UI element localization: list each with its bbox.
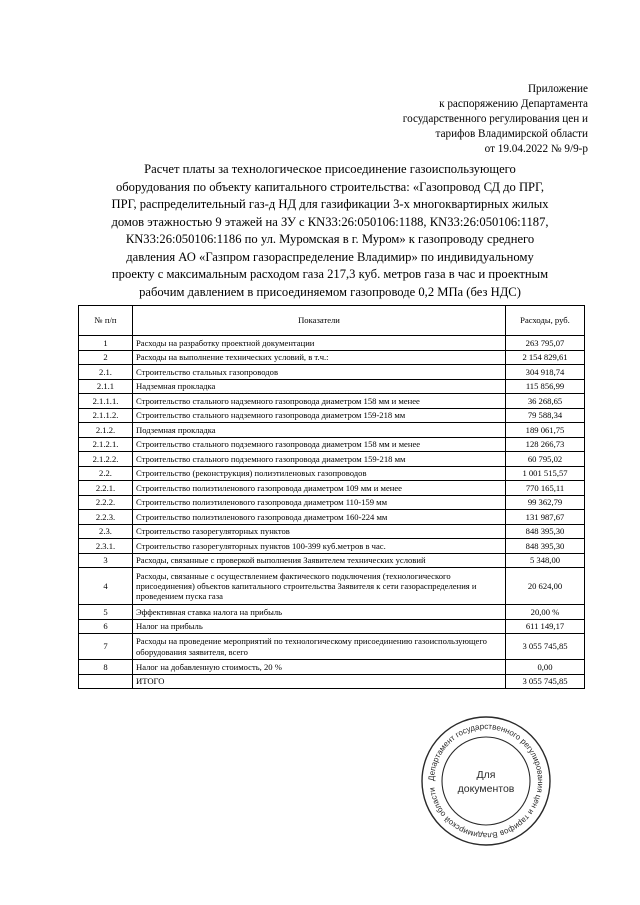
row-indicator-cell: ИТОГО <box>133 674 506 689</box>
title-line: оборудования по объекту капитального строительства: «Газопровод СД до ПРГ, <box>115 179 545 194</box>
row-number-cell: 7 <box>79 634 133 660</box>
row-cost-cell: 36 268,65 <box>506 394 585 409</box>
table-row <box>79 452 585 467</box>
row-indicator-cell: Налог на добавленную стоимость, 20 % <box>133 660 506 675</box>
table-row <box>79 568 585 605</box>
row-indicator-cell: Расходы на выполнение технических условий, в т.ч.: <box>133 350 506 365</box>
row-cost-cell: 79 588,34 <box>506 408 585 423</box>
row-cost-cell: 115 856,99 <box>506 379 585 394</box>
table-row <box>79 481 585 496</box>
row-cost-cell: 848 395,30 <box>506 524 585 539</box>
table-row <box>79 350 585 365</box>
table-row <box>79 524 585 539</box>
row-cost-cell: 2 154 829,61 <box>506 350 585 365</box>
row-indicator-cell: Строительство газорегуляторных пунктов 100-399 куб.метров в час. <box>133 539 506 554</box>
row-indicator-cell: Расходы, связанные с осуществлением фактического подключения (технологического присоединения) объектов капитального строительства Заявителя к сети газораспределения и проведением пуска газа <box>133 568 506 605</box>
row-number-cell: 2.1.2.2. <box>79 452 133 467</box>
row-indicator-cell: Строительство полиэтиленового газопровода диаметром 160-224 мм <box>133 510 506 525</box>
document-title <box>60 161 600 301</box>
row-indicator-cell: Расходы на проведение мероприятий по технологическому присоединению газоиспользующего оборудования заявителя, всего <box>133 634 506 660</box>
table-row <box>79 379 585 394</box>
col-header-cost: Расходы, руб. <box>506 306 585 336</box>
row-number-cell: 2.1.2. <box>79 423 133 438</box>
row-number-cell: 4 <box>79 568 133 605</box>
table-row <box>79 408 585 423</box>
table-header-row <box>79 306 585 336</box>
row-number-cell: 2.1. <box>79 365 133 380</box>
row-cost-cell: 60 795,02 <box>506 452 585 467</box>
row-cost-cell: 263 795,07 <box>506 336 585 351</box>
row-indicator-cell: Расходы на разработку проектной документации <box>133 336 506 351</box>
row-indicator-cell: Строительство стального подземного газопровода диаметром 159-218 мм <box>133 452 506 467</box>
row-indicator-cell: Строительство стального надземного газопровода диаметром 158 мм и менее <box>133 394 506 409</box>
row-number-cell: 2.3.1. <box>79 539 133 554</box>
appendix-header <box>403 82 588 157</box>
table-row <box>79 674 585 689</box>
title-line: проекту с максимальным расходом газа 217,3 куб. метров газа в час и проектным <box>111 267 549 281</box>
stamp-outer-ring <box>422 717 550 845</box>
stamp-center-line-1: Для <box>476 769 496 781</box>
table-row <box>79 336 585 351</box>
row-indicator-cell: Налог на прибыль <box>133 619 506 634</box>
row-indicator-cell: Строительство газорегуляторных пунктов <box>133 524 506 539</box>
table-row <box>79 634 585 660</box>
title-line: рабочим давлением в присоединяемом газопроводе 0,2 МПа (без НДС) <box>139 284 521 299</box>
row-number-cell: 2.2.1. <box>79 481 133 496</box>
row-number-cell: 2.1.1.1. <box>79 394 133 409</box>
row-cost-cell: 99 362,79 <box>506 495 585 510</box>
row-cost-cell: 5 348,00 <box>506 553 585 568</box>
row-indicator-cell: Расходы, связанные с проверкой выполнения Заявителем технических условий <box>133 553 506 568</box>
row-cost-cell: 189 061,75 <box>506 423 585 438</box>
table-row <box>79 394 585 409</box>
header-line: к распоряжению Департамента <box>439 98 588 110</box>
row-indicator-cell: Надземная прокладка <box>133 379 506 394</box>
row-cost-cell: 3 055 745,85 <box>506 674 585 689</box>
table-row <box>79 510 585 525</box>
stamp-seal <box>419 714 553 848</box>
row-cost-cell: 0,00 <box>506 660 585 675</box>
table-row <box>79 365 585 380</box>
row-number-cell: 2.2. <box>79 466 133 481</box>
table-row <box>79 660 585 675</box>
row-number-cell: 2.2.3. <box>79 510 133 525</box>
row-number-cell: 2.1.2.1. <box>79 437 133 452</box>
table-row <box>79 619 585 634</box>
row-indicator-cell: Строительство стальных газопроводов <box>133 365 506 380</box>
cost-table <box>78 305 585 689</box>
row-number-cell: 1 <box>79 336 133 351</box>
header-line: Приложение <box>527 83 588 95</box>
title-line: домов этажностью 9 этажей на ЗУ с КN33:26:050106:1188, КN33:26:050106:1187, <box>111 214 549 229</box>
row-cost-cell: 770 165,11 <box>506 481 585 496</box>
row-indicator-cell: Строительство (реконструкция) полиэтиленовых газопроводов <box>133 466 506 481</box>
row-cost-cell: 128 266,73 <box>506 437 585 452</box>
row-indicator-cell: Строительство стального надземного газопровода диаметром 159-218 мм <box>133 408 506 423</box>
stamp-ring-text: Департамент государственного регулирования цен и тарифов Владимирской области <box>426 721 546 841</box>
row-number-cell: 2.3. <box>79 524 133 539</box>
col-header-indicator: Показатели <box>133 306 506 336</box>
row-number-cell: 8 <box>79 660 133 675</box>
row-cost-cell: 304 918,74 <box>506 365 585 380</box>
header-line: государственного регулирования цен и <box>402 113 588 125</box>
row-indicator-cell: Строительство полиэтиленового газопровода диаметром 109 мм и менее <box>133 481 506 496</box>
row-indicator-cell: Строительство полиэтиленового газопровода диаметром 110-159 мм <box>133 495 506 510</box>
row-cost-cell: 1 001 515,57 <box>506 466 585 481</box>
title-line: ПРГ, распределительный газ-д НД для газификации 3-х многоквартирных жилых <box>111 197 549 211</box>
row-indicator-cell: Эффективная ставка налога на прибыль <box>133 605 506 620</box>
row-cost-cell: 3 055 745,85 <box>506 634 585 660</box>
table-row <box>79 539 585 554</box>
row-number-cell: 3 <box>79 553 133 568</box>
row-cost-cell: 611 149,17 <box>506 619 585 634</box>
row-number-cell: 6 <box>79 619 133 634</box>
row-number-cell: 2.1.1.2. <box>79 408 133 423</box>
title-line: давления АО «Газпром газораспределение Владимир» по индивидуальному <box>126 249 534 264</box>
row-cost-cell: 131 987,67 <box>506 510 585 525</box>
title-line: КN33:26:050106:1186 по ул. Муромская в г. Муром» к газопроводу среднего <box>125 232 535 246</box>
table-row <box>79 553 585 568</box>
row-number-cell: 2 <box>79 350 133 365</box>
row-number-cell: 2.2.2. <box>79 495 133 510</box>
table-body <box>79 336 585 689</box>
stamp-inner-ring <box>442 737 530 825</box>
row-number-cell: 2.1.1 <box>79 379 133 394</box>
col-header-number: № п/п <box>79 306 133 336</box>
row-cost-cell: 848 395,30 <box>506 539 585 554</box>
header-line: от 19.04.2022 № 9/9-р <box>484 143 588 155</box>
header-line: тарифов Владимирской области <box>435 128 588 140</box>
row-indicator-cell: Строительство стального подземного газопровода диаметром 158 мм и менее <box>133 437 506 452</box>
table-row <box>79 466 585 481</box>
stamp-center-line-2: документов <box>457 783 515 795</box>
title-line: Расчет платы за технологическое присоединение газоиспользующего <box>144 162 516 176</box>
table-row <box>79 495 585 510</box>
row-cost-cell: 20 624,00 <box>506 568 585 605</box>
row-indicator-cell: Подземная прокладка <box>133 423 506 438</box>
row-cost-cell: 20,00 % <box>506 605 585 620</box>
row-number-cell <box>79 674 133 689</box>
table-row <box>79 437 585 452</box>
table-row <box>79 605 585 620</box>
row-number-cell: 5 <box>79 605 133 620</box>
table-row <box>79 423 585 438</box>
